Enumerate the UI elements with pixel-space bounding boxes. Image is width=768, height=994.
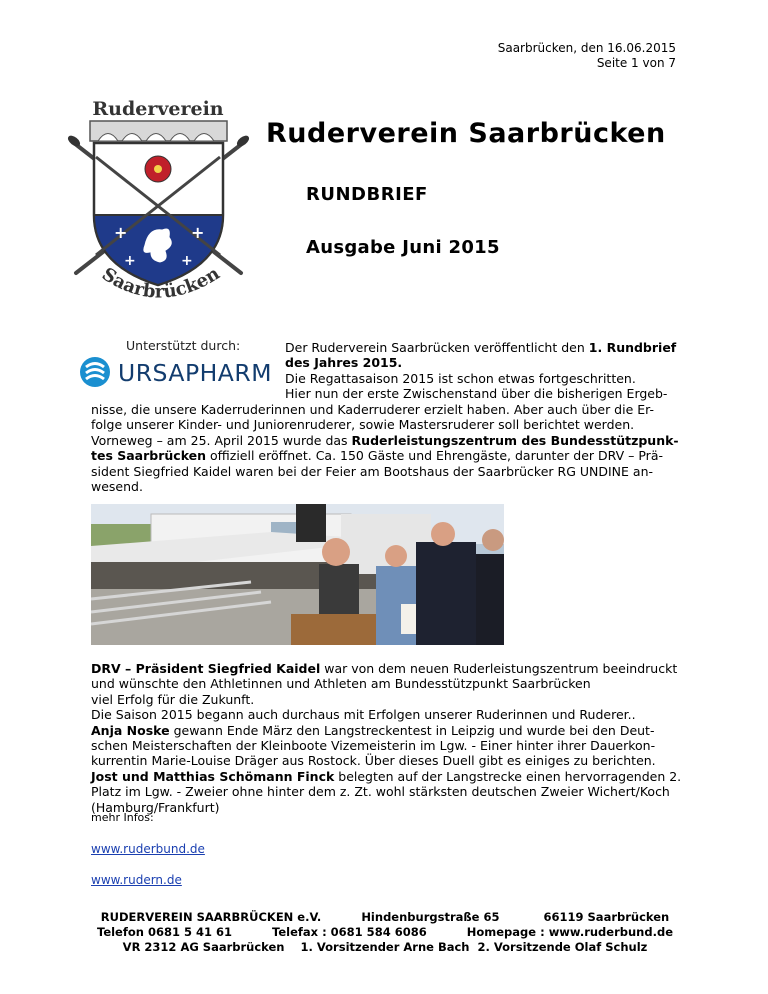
link-ruderbund[interactable]: www.ruderbund.de — [91, 842, 205, 856]
footer-homepage: Homepage : www.ruderbund.de — [466, 925, 673, 939]
report-line: gewann Ende März den Langstreckentest in Leipzig und wurde bei den Deut- — [169, 722, 655, 738]
intro-line: Die Regattasaison 2015 ist schon etwas fortgeschritten. — [285, 370, 636, 386]
footer-chair1: 1. Vorsitzender Arne Bach — [300, 940, 470, 954]
intro-paragraph — [285, 340, 680, 402]
page-number: Seite 1 von 7 — [596, 56, 676, 70]
footer-row — [80, 910, 690, 925]
report-line: Die Saison 2015 begann auch durchaus mit Erfolgen unserer Ruderinnen und Ruderer.. — [91, 707, 636, 723]
place-date: Saarbrücken, den 16.06.2015 — [497, 41, 676, 55]
report-line: (Hamburg/Frankfurt) — [91, 799, 220, 815]
footer-city: 66119 Saarbrücken — [543, 910, 670, 924]
report-line: und wünschte den Athletinnen und Athleten am Bundesstützpunkt Saarbrücken — [91, 676, 591, 692]
intro-line: sident Siegfried Kaidel waren bei der Feier am Bootshaus der Saarbrücker RG UNDINE an- — [91, 463, 653, 479]
intro-bold: Ruderleistungszentrum des Bundesstützpunk- — [351, 432, 679, 448]
club-crest-logo — [66, 95, 251, 310]
event-photo — [91, 504, 504, 645]
intro-line: Hier nun der erste Zwischenstand über die bisherigen Ergeb- — [285, 386, 668, 402]
ursapharm-icon — [78, 356, 112, 388]
footer-row — [80, 940, 690, 955]
svg-text:+: + — [114, 223, 128, 242]
page-header — [498, 41, 676, 71]
svg-text:+: + — [191, 223, 205, 242]
intro-continued — [91, 402, 681, 494]
more-info-label: mehr Infos: — [91, 811, 154, 824]
intro-line: nisse, die unsere Kaderruderinnen und Kaderruderer erzielt haben. Aber auch über die Er- — [91, 402, 655, 417]
intro-line: Vorneweg – am 25. April 2015 wurde das — [91, 432, 352, 448]
intro-text: Der Ruderverein Saarbrücken veröffentlicht den — [285, 340, 589, 355]
svg-text:+: + — [181, 253, 193, 269]
page-footer — [80, 910, 690, 955]
report-line: war von dem neuen Ruderleistungszentrum beeindruckt — [320, 661, 678, 676]
intro-line: wesend. — [91, 479, 143, 495]
report-paragraph — [91, 661, 691, 815]
footer-row — [80, 925, 690, 940]
newsletter-label: RUNDBRIEF — [306, 184, 428, 205]
link-rudern[interactable]: www.rudern.de — [91, 873, 182, 887]
report-bold: Jost und Matthias Schömann Finck — [91, 768, 335, 784]
footer-org: RUDERVEREIN SAARBRÜCKEN e.V. — [100, 910, 322, 924]
report-line: belegten auf der Langstrecke einen hervorragenden 2. — [334, 768, 682, 784]
footer-phone: Telefon 0681 5 41 61 — [97, 925, 232, 939]
report-line: viel Erfolg für die Zukunft. — [91, 691, 255, 707]
footer-chair2: 2. Vorsitzende Olaf Schulz — [477, 940, 648, 954]
issue-label: Ausgabe Juni 2015 — [306, 237, 500, 258]
sponsor-name: URSAPHARM — [118, 359, 272, 387]
report-line: Platz im Lgw. - Zweier ohne hinter dem z. Zt. wohl stärksten deutschen Zweier Wichert/Koch — [91, 784, 670, 800]
intro-bold: 1. Rundbrief des Jahres 2015. — [285, 340, 677, 371]
page-title: Ruderverein Saarbrücken — [266, 118, 666, 149]
sponsor-label: Unterstützt durch: — [126, 338, 241, 353]
crest-bottom-text: Saarbrücken — [98, 262, 224, 303]
intro-line: offiziell eröffnet. Ca. 150 Gäste und Ehrengäste, darunter der DRV – Prä- — [206, 448, 663, 464]
report-bold: Anja Noske — [91, 722, 170, 738]
intro-line: folge unserer Kinder- und Juniorenruderer, sowie Mastersruderer soll berichtet werden. — [91, 417, 635, 433]
svg-text:+: + — [124, 253, 136, 269]
report-bold: DRV – Präsident Siegfried Kaidel — [91, 661, 321, 676]
footer-fax: Telefax : 0681 584 6086 — [272, 925, 427, 939]
crest-top-text: Ruderverein — [92, 98, 224, 120]
footer-register: VR 2312 AG Saarbrücken — [122, 940, 285, 954]
report-line: kurrentin Marie-Louise Dräger aus Rostock. Über dieses Duell gibt es einiges zu berichten. — [91, 753, 656, 769]
report-line: schen Meisterschaften der Kleinboote Vizemeisterin im Lgw. - Einer hinter ihrer Dauerkon- — [91, 738, 656, 754]
footer-street: Hindenburgstraße 65 — [361, 910, 500, 924]
intro-bold: tes Saarbrücken — [91, 448, 207, 464]
